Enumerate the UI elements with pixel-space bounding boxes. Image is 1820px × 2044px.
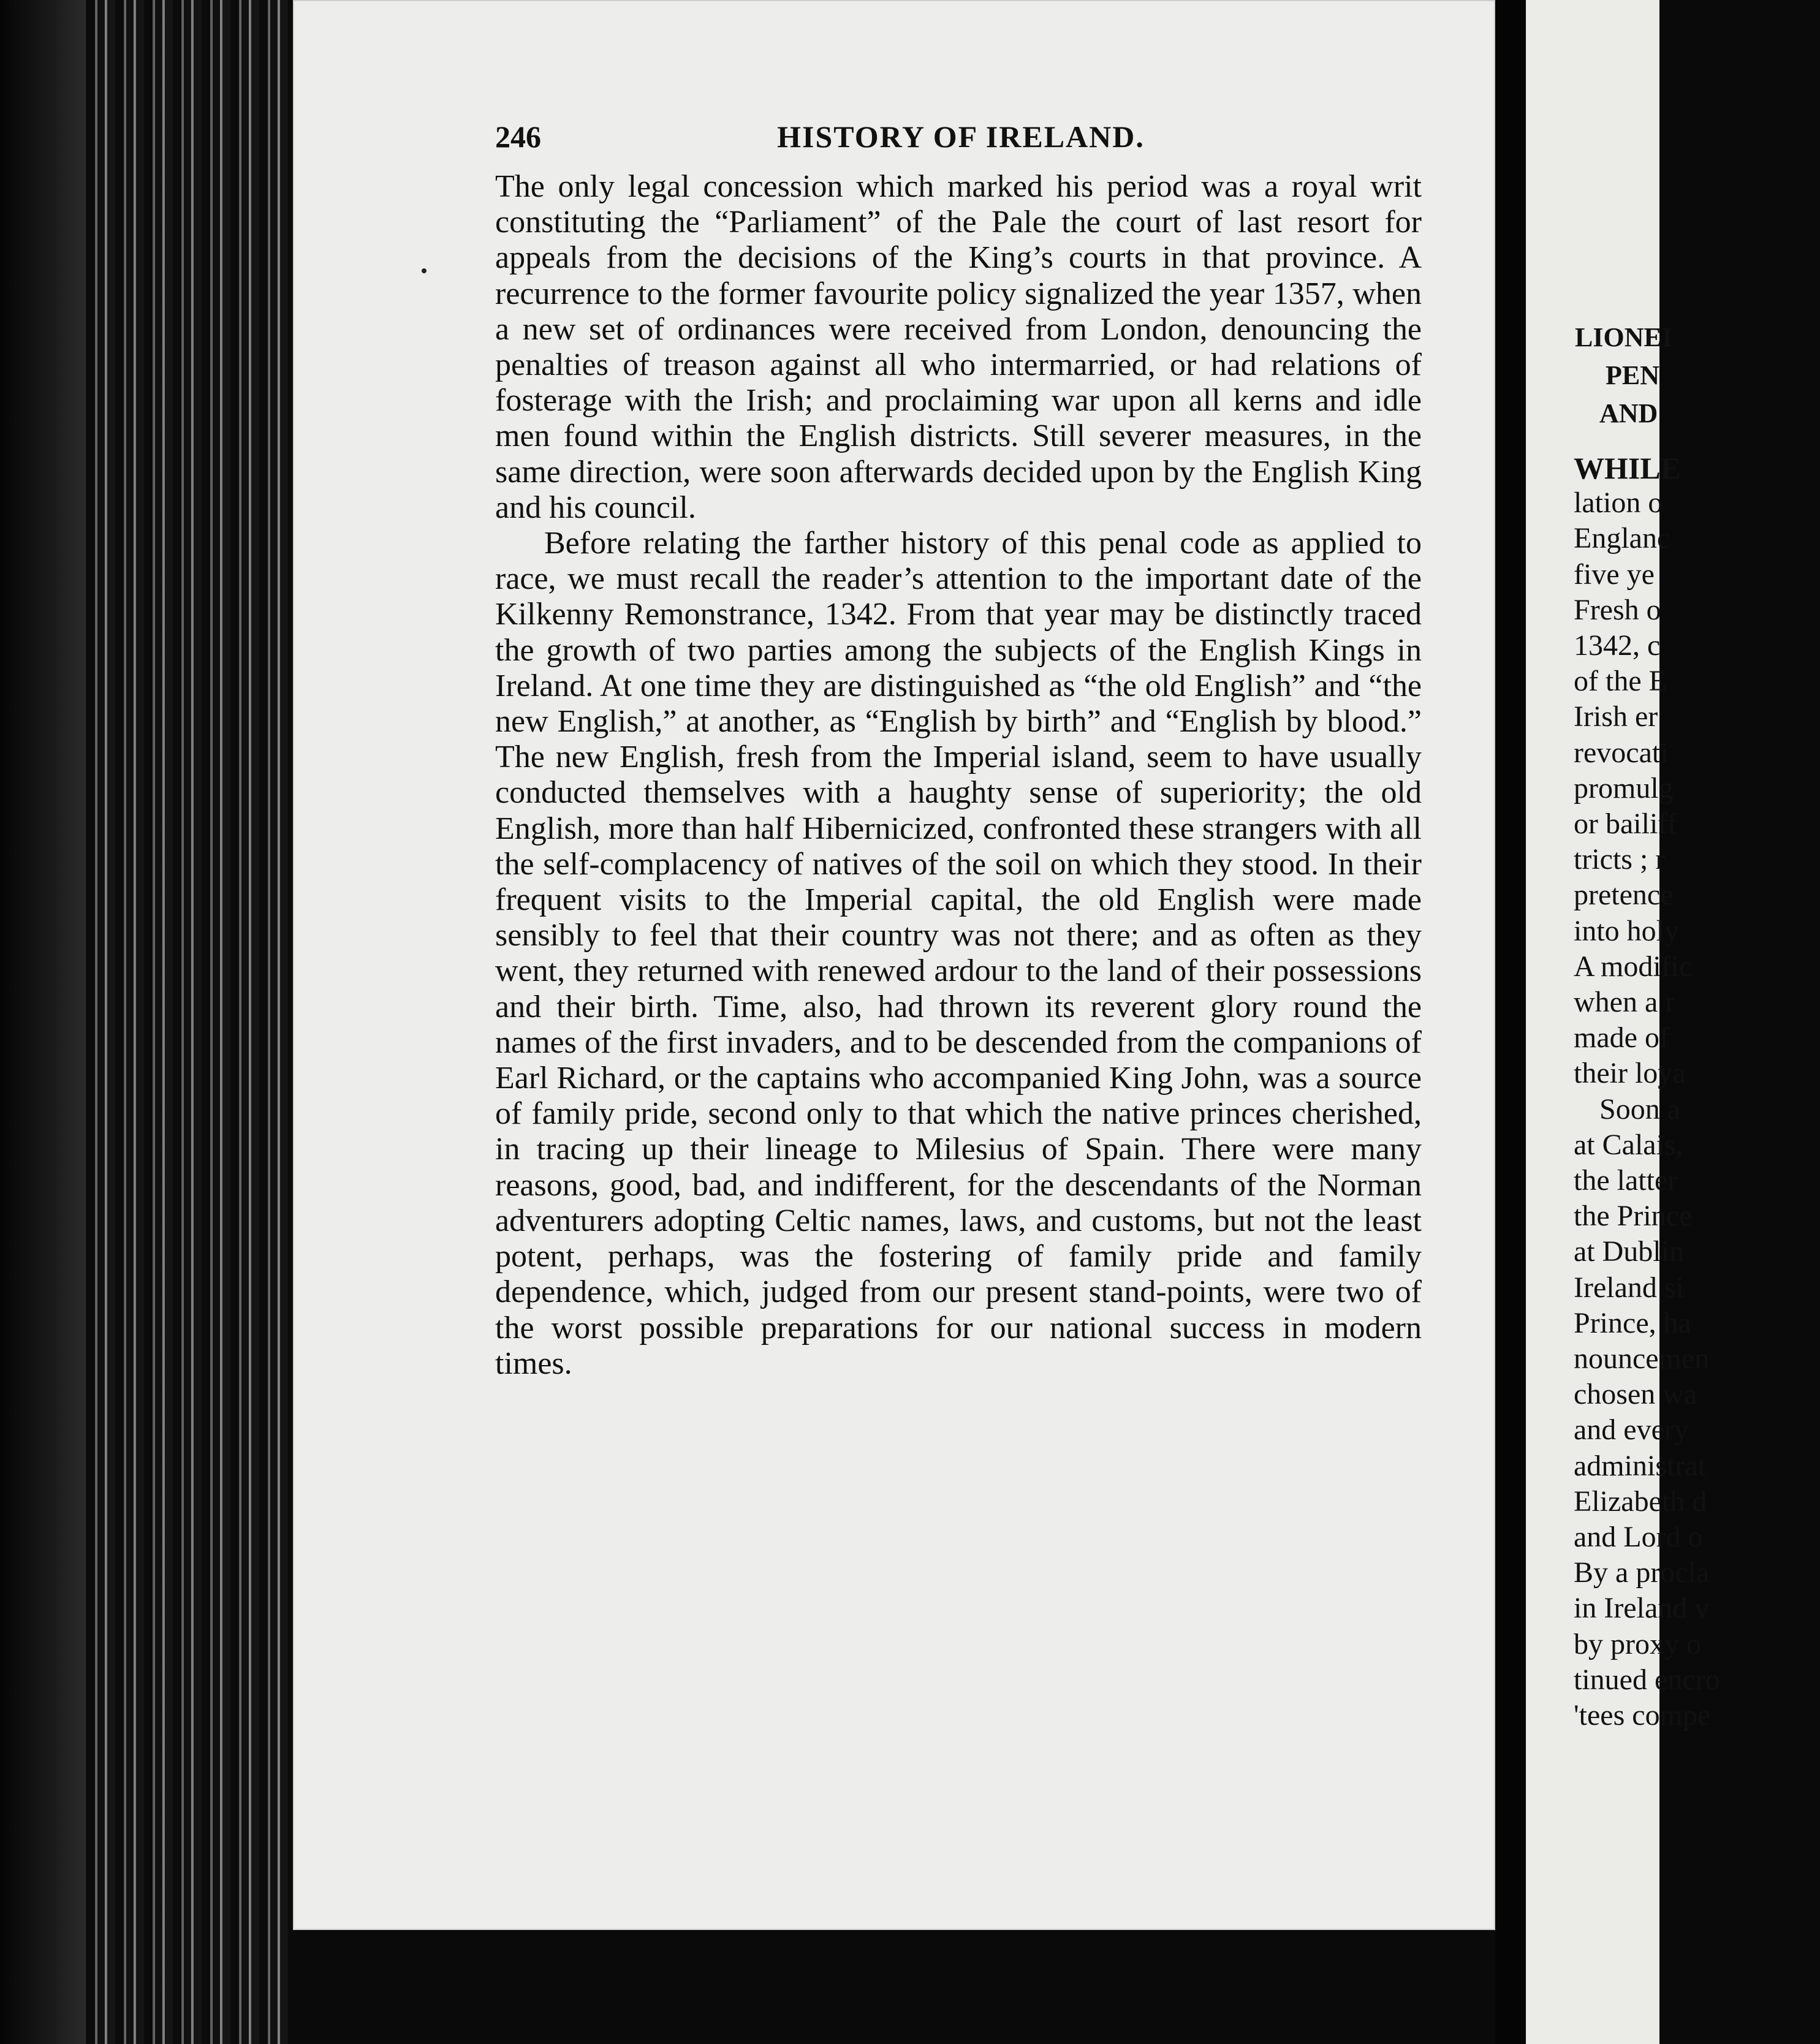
page-speck [422,268,427,273]
next-page-line: Fresh o [1574,593,1661,626]
next-page-line: WHILE [1574,451,1682,485]
next-page-line: and every [1574,1414,1689,1447]
next-page-line: tricts ; r [1574,843,1666,876]
book-binding-shadow [0,0,86,2044]
next-page-line: lation o [1574,486,1663,520]
next-page-line: Englanc [1574,522,1670,555]
next-page-line: A modific [1574,950,1693,983]
next-heading-line: AND [1599,398,1658,428]
next-page-line: Prince, ha [1574,1306,1691,1339]
body-text [495,169,1422,1382]
paragraph-1: The only legal concession which marked his period was a royal writ constituting the “Parliament” of the Pale the court of last resort for appeals from the decisions of the King’s courts in that province. A recurrence to the former favourite policy signalized the year 1357, when a new set of ordinances were received from London, denouncing the penalties of treason against all who intermarried, or had relations of fosterage with the Irish; and proclaiming war upon all kerns and idle men found within the English districts. Still severer measures, in the same direction, were soon afterwards decided upon by the English King and his council. [495,169,1422,525]
next-page-line: into holy [1574,914,1680,947]
page-bottom-shadow [293,1930,1659,2044]
next-page-line: promulg [1574,771,1674,804]
next-page-line: and Lord o [1574,1521,1703,1553]
next-page-line: tinued encro [1574,1663,1720,1696]
next-page-line: administrat [1574,1449,1706,1482]
next-page-line: or bailiff [1574,808,1677,840]
next-page-line: Irish er [1574,700,1658,733]
page-header [495,119,1427,162]
next-page-line: Ireland si [1574,1271,1684,1304]
next-page-line: By a procla [1574,1556,1710,1589]
next-page-line: by proxy o [1574,1627,1701,1660]
next-page-line: at Dublin [1574,1235,1684,1268]
next-heading-line: LIONEI [1575,322,1672,352]
next-page-line: the latter [1574,1164,1678,1197]
next-page-line: at Calais, [1574,1128,1683,1161]
next-page-line: nouncemen [1574,1342,1710,1375]
next-page-line: revocati [1574,736,1669,769]
paragraph-2: Before relating the farther history of this penal code as applied to race, we must recall the reader’s attention to the important date of the Kilkenny Remonstrance, 1342. From that year may be distinctly traced the growth of two parties among the subjects of the English Kings in Ireland. At one time they are distinguished as “the old English” and “the new English,” at another, as “English by birth” and “English by blood.” The new English, fresh from the Imperial island, seem to have usually conducted themselves with a haughty sense of superiority; the old English, more than half Hibernicized, confronted these strangers with all the self-complacency of natives of the soil on which they stood. In their frequent visits to the Imperial capital, the old English were made sensibly to feel that their country was not there; and as often as they went, they returned with renewed ardour to the land of their possessions and their birth. Time, also, had thrown its reverent glory round the names of the first invaders, and to be descended from the companions of Earl Richard, or the captains who accompanied King John, was a source of family pride, second only to that which the native princes cherished, in tracing up their lineage to Milesius of Spain. There were many reasons, good, bad, and indifferent, for the descendants of the Norman adventurers adopting Celtic names, laws, and customs, but not the least potent, perhaps, was the fostering of family pride and family dependence, which, judged from our present stand-points, were two of the worst possible preparations for our national success in modern times. [495,526,1422,1381]
next-heading-line: PEN [1606,360,1659,390]
next-page-line: of the E [1574,665,1667,698]
next-page-line: their loya [1574,1057,1686,1090]
next-page-line: when a r [1574,986,1675,1018]
page-number: 246 [495,119,541,154]
next-page-heading [1575,319,1820,433]
next-page-line: made of [1574,1021,1669,1054]
next-page-line: Soon a [1599,1092,1680,1126]
next-page-line: 'tees compe [1574,1699,1711,1732]
right-page-fragment [1526,0,1720,2044]
next-page-line: 1342, c [1574,629,1661,662]
next-page-line: Elizabeth d [1574,1485,1707,1518]
next-page-line: the Prince [1574,1200,1693,1233]
next-page-line: pretence [1574,879,1674,912]
next-page-line: in Ireland v [1574,1592,1710,1625]
running-head: HISTORY OF IRELAND. [777,119,1145,154]
next-page-line: chosen wa [1574,1378,1697,1411]
book-gutter [1495,0,1526,2044]
next-page-line: five ye [1574,558,1655,591]
